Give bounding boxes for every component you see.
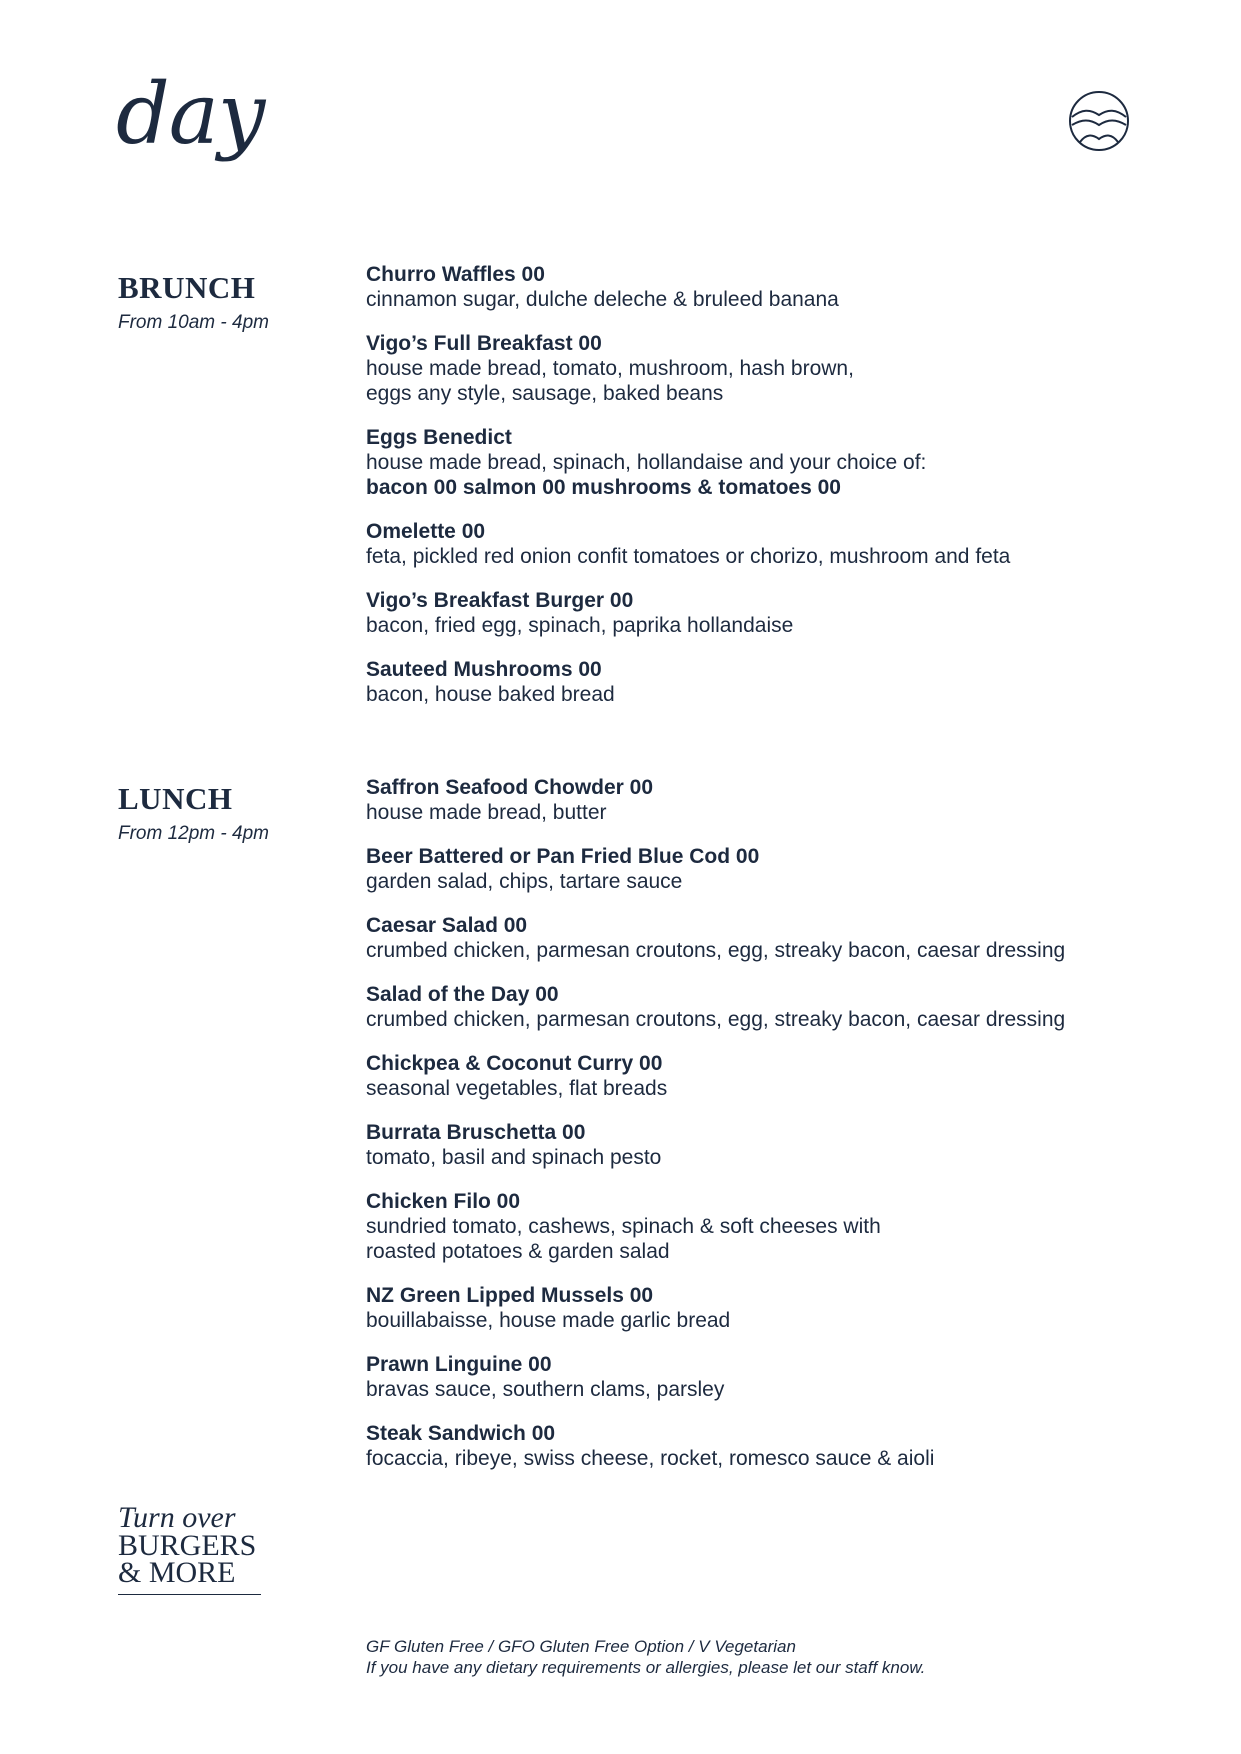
menu-item	[366, 1051, 1186, 1101]
description-line: sundried tomato, cashews, spinach & soft cheeses with	[366, 1215, 881, 1238]
menu-item	[366, 982, 1186, 1032]
description-line: feta, pickled red onion confit tomatoes or chorizo, mushroom and feta	[366, 545, 1011, 568]
description-line: bacon, house baked bread	[366, 683, 615, 706]
menu-item-name: Prawn Linguine 00	[366, 1353, 552, 1376]
waves-circle-icon	[1068, 90, 1130, 152]
menu-item-name: Vigo’s Breakfast Burger 00	[366, 589, 634, 612]
description-line: crumbed chicken, parmesan croutons, egg, streaky bacon, caesar dressing	[366, 1008, 1066, 1031]
description-line: tomato, basil and spinach pesto	[366, 1146, 662, 1169]
menu-item-name: Saffron Seafood Chowder 00	[366, 776, 654, 799]
turn-over-text: Turn over	[118, 1501, 236, 1534]
menu-item	[366, 1189, 1186, 1264]
lunch-heading	[118, 783, 269, 843]
dietary-footer	[366, 1636, 925, 1678]
menu-item	[366, 588, 1186, 638]
menu-item	[366, 1352, 1186, 1402]
menu-item-name: Chickpea & Coconut Curry 00	[366, 1052, 663, 1075]
menu-item-description	[366, 287, 1186, 312]
burgers-text: BURGERS	[118, 1529, 257, 1562]
menu-item-description	[366, 1145, 1186, 1170]
menu-item-name: Eggs Benedict	[366, 426, 512, 449]
menu-item-description	[366, 356, 1186, 406]
description-line: focaccia, ribeye, swiss cheese, rocket, romesco sauce & aioli	[366, 1447, 935, 1470]
menu-item-name: Caesar Salad 00	[366, 914, 528, 937]
menu-item-description	[366, 613, 1186, 638]
dietary-legend: GF Gluten Free / GFO Gluten Free Option / V Vegetarian	[366, 1637, 796, 1656]
menu-item-name: Salad of the Day 00	[366, 983, 559, 1006]
description-line: house made bread, tomato, mushroom, hash brown,	[366, 357, 854, 380]
menu-item	[366, 775, 1186, 825]
turn-over-note	[118, 1501, 262, 1595]
menu-item-description	[366, 1446, 1186, 1471]
menu-item	[366, 331, 1186, 406]
brunch-heading	[118, 272, 269, 332]
description-line: roasted potatoes & garden salad	[366, 1240, 670, 1263]
menu-item	[366, 657, 1186, 707]
description-line: house made bread, spinach, hollandaise and your choice of:	[366, 451, 927, 474]
menu-item-name: Churro Waffles 00	[366, 263, 545, 286]
menu-item	[366, 425, 1186, 500]
description-line: eggs any style, sausage, baked beans	[366, 382, 724, 405]
menu-item	[366, 1283, 1186, 1333]
menu-item-description	[366, 1377, 1186, 1402]
description-line: bacon, fried egg, spinach, paprika hollandaise	[366, 614, 794, 637]
menu-item	[366, 844, 1186, 894]
section-title: BRUNCH	[118, 270, 256, 305]
menu-item	[366, 262, 1186, 312]
menu-item-description	[366, 869, 1186, 894]
menu-item-name: Chicken Filo 00	[366, 1190, 521, 1213]
day-wordmark: day	[116, 65, 265, 163]
allergy-notice: If you have any dietary requirements or allergies, please let our staff know.	[366, 1658, 926, 1677]
menu-item-description	[366, 1214, 1186, 1264]
lunch-item-list	[366, 775, 1186, 1490]
description-line: cinnamon sugar, dulche deleche & bruleed banana	[366, 288, 839, 311]
section-title: LUNCH	[118, 781, 233, 816]
section-hours: From 12pm - 4pm	[118, 823, 269, 844]
description-line: crumbed chicken, parmesan croutons, egg, streaky bacon, caesar dressing	[366, 939, 1066, 962]
description-line: bouillabaisse, house made garlic bread	[366, 1309, 731, 1332]
menu-item-options: bacon 00 salmon 00 mushrooms & tomatoes 00	[366, 476, 841, 499]
section-hours: From 10am - 4pm	[118, 312, 269, 333]
menu-item-name: Vigo’s Full Breakfast 00	[366, 332, 602, 355]
menu-item-name: Burrata Bruschetta 00	[366, 1121, 586, 1144]
and-more-text: & MORE	[118, 1556, 236, 1589]
menu-item-name: Sauteed Mushrooms 00	[366, 658, 602, 681]
menu-item	[366, 1421, 1186, 1471]
menu-item-description	[366, 800, 1186, 825]
description-line: house made bread, butter	[366, 801, 607, 824]
divider	[118, 1594, 261, 1595]
brunch-item-list	[366, 262, 1186, 726]
menu-item-description	[366, 682, 1186, 707]
menu-item	[366, 1120, 1186, 1170]
description-line: bravas sauce, southern clams, parsley	[366, 1378, 725, 1401]
menu-item	[366, 913, 1186, 963]
menu-item-name: Omelette 00	[366, 520, 486, 543]
menu-item-description	[366, 450, 1186, 475]
description-line: garden salad, chips, tartare sauce	[366, 870, 683, 893]
menu-item-name: Beer Battered or Pan Fried Blue Cod 00	[366, 845, 760, 868]
menu-item-description	[366, 1308, 1186, 1333]
menu-item-description	[366, 1076, 1186, 1101]
description-line: seasonal vegetables, flat breads	[366, 1077, 668, 1100]
menu-item-name: NZ Green Lipped Mussels 00	[366, 1284, 654, 1307]
menu-item-description	[366, 938, 1186, 963]
menu-item-name: Steak Sandwich 00	[366, 1422, 556, 1445]
menu-item-description	[366, 544, 1186, 569]
menu-item-description	[366, 1007, 1186, 1032]
menu-item	[366, 519, 1186, 569]
